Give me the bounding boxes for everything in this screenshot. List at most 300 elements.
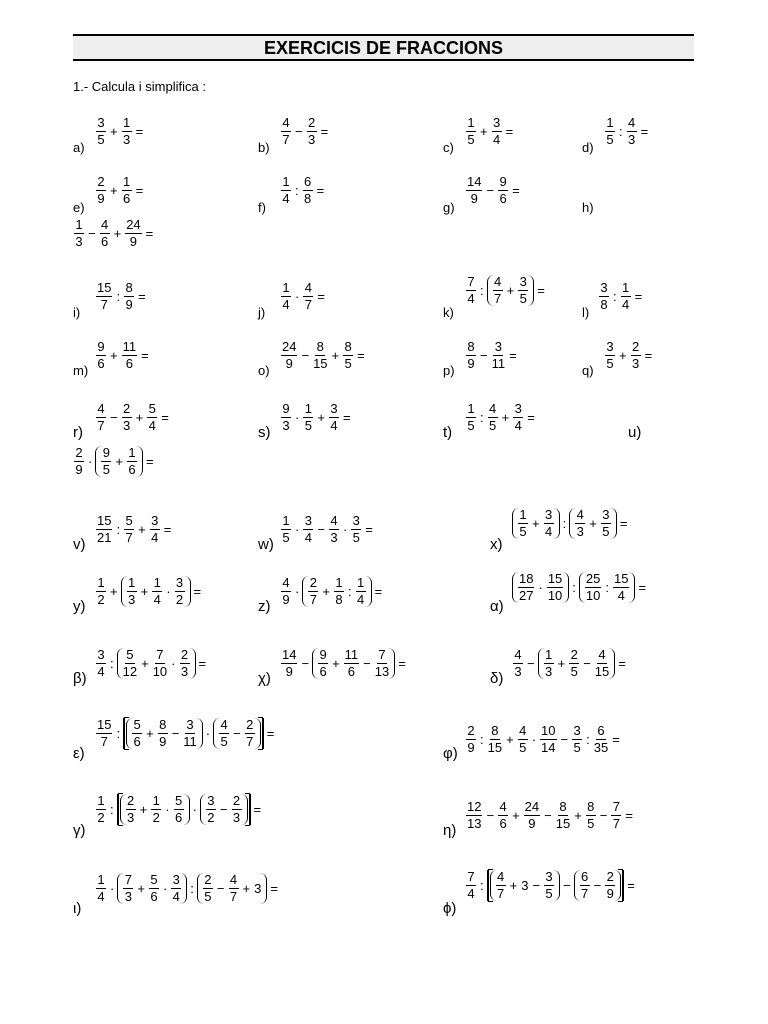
- exercise-label: χ): [258, 670, 271, 687]
- denominator: 8: [304, 191, 312, 206]
- fraction: [600, 508, 612, 539]
- numerator: 3: [606, 339, 614, 354]
- operator: −: [560, 731, 569, 747]
- denominator: 3: [282, 418, 290, 433]
- numerator: 1: [152, 793, 160, 808]
- equals-sign: =: [198, 655, 207, 671]
- fraction: [350, 514, 362, 545]
- exercise-label: q): [582, 363, 594, 378]
- exercise-expression: [512, 572, 647, 603]
- exercise-expression: [95, 648, 207, 679]
- fraction: [244, 718, 256, 749]
- equals-sign: =: [145, 225, 154, 241]
- fraction: [95, 794, 107, 825]
- fraction: [574, 508, 586, 539]
- operator: +: [589, 515, 597, 531]
- numerator: 1: [282, 174, 290, 189]
- numerator: 2: [631, 339, 640, 354]
- fraction: [543, 870, 555, 901]
- fraction: [152, 648, 168, 679]
- operator: −: [593, 877, 602, 893]
- denominator: 8: [335, 592, 343, 607]
- fraction: [604, 340, 616, 371]
- operator: :: [480, 731, 484, 747]
- fraction: [492, 275, 504, 306]
- operator: ·: [295, 583, 300, 599]
- parenthesis-group: [487, 275, 535, 306]
- exercise-expression: [598, 281, 643, 312]
- operator: −: [599, 807, 608, 823]
- exercise-expression: [465, 800, 634, 831]
- denominator: 4: [617, 588, 625, 603]
- operator: −: [563, 877, 571, 893]
- instruction-text: 1.- Calcula i simplifica :: [73, 79, 206, 94]
- numerator: 3: [544, 507, 553, 522]
- denominator: 5: [570, 664, 578, 679]
- operator: :: [190, 880, 194, 896]
- denominator: 4: [467, 886, 475, 901]
- exercise-label: φ): [443, 745, 458, 762]
- fraction: [73, 218, 85, 249]
- fraction: [312, 340, 328, 371]
- numerator: 8: [587, 799, 595, 814]
- fraction: [95, 175, 107, 206]
- parenthesis-group: [302, 576, 371, 607]
- fraction: [302, 514, 314, 545]
- fraction: [280, 576, 292, 607]
- numerator: 1: [97, 575, 105, 590]
- fraction: [465, 724, 477, 755]
- fraction: [512, 402, 524, 433]
- equals-sign: =: [138, 288, 146, 304]
- numerator: 1: [97, 793, 105, 808]
- numerator: 4: [100, 217, 109, 232]
- operator: ·: [88, 453, 93, 469]
- numerator: 2: [246, 717, 254, 732]
- equals-sign: =: [638, 579, 647, 595]
- denominator: 7: [304, 297, 312, 312]
- operator: +: [140, 583, 149, 599]
- numerator: 4: [304, 280, 312, 295]
- denominator: 5: [467, 418, 475, 433]
- operator: :: [572, 579, 576, 595]
- denominator: 6: [174, 810, 183, 825]
- denominator: 5: [519, 524, 527, 539]
- numerator: 7: [467, 274, 475, 289]
- operator: +: [480, 123, 488, 139]
- numerator: 7: [467, 869, 475, 884]
- denominator: 5: [102, 462, 110, 477]
- denominator: 3: [307, 132, 316, 147]
- numerator: 1: [75, 217, 83, 232]
- exercise-expression: [73, 446, 155, 477]
- denominator: 7: [246, 734, 254, 749]
- numerator: 1: [128, 445, 136, 460]
- denominator: 21: [97, 530, 112, 545]
- denominator: 3: [576, 524, 584, 539]
- denominator: 4: [97, 889, 105, 904]
- numerator: 9: [319, 647, 327, 662]
- fraction: [170, 873, 182, 904]
- fraction: [491, 340, 507, 371]
- fraction: [99, 218, 111, 249]
- numerator: 24: [282, 339, 297, 354]
- operator: ·: [166, 583, 171, 599]
- parenthesis-group: [569, 508, 617, 539]
- fraction: [517, 508, 529, 539]
- fraction: [280, 340, 298, 371]
- fraction: [95, 116, 107, 147]
- operator: :: [347, 583, 352, 599]
- exercise-expression: [465, 870, 636, 901]
- operator: +: [506, 731, 514, 747]
- denominator: 7: [309, 592, 317, 607]
- numerator: 4: [220, 717, 228, 732]
- exercise-expression: [95, 873, 279, 904]
- numerator: 8: [344, 339, 352, 354]
- numerator: 1: [97, 872, 105, 887]
- denominator: 2: [97, 592, 105, 607]
- fraction: [342, 340, 354, 371]
- operator: −: [363, 655, 371, 671]
- equals-sign: =: [163, 521, 172, 537]
- numerator: 5: [126, 647, 134, 662]
- exercise-label: r): [73, 424, 83, 441]
- numerator: 10: [541, 723, 556, 738]
- integer: 3: [254, 880, 262, 896]
- denominator: 9: [528, 816, 536, 831]
- numerator: 3: [494, 339, 502, 354]
- operator: +: [557, 655, 566, 671]
- numerator: 1: [467, 401, 475, 416]
- denominator: 15: [313, 356, 328, 371]
- numerator: 8: [467, 339, 475, 354]
- fraction: [374, 648, 390, 679]
- fraction: [280, 175, 292, 206]
- fraction: [123, 514, 135, 545]
- numerator: 3: [514, 401, 522, 416]
- fraction: [173, 794, 185, 825]
- fraction: [122, 873, 134, 904]
- fraction: [151, 576, 163, 607]
- fraction: [148, 873, 160, 904]
- denominator: 3: [232, 810, 241, 825]
- numerator: 15: [97, 717, 112, 732]
- exercise-expression: [280, 340, 366, 371]
- numerator: 7: [612, 799, 620, 814]
- fraction: [333, 576, 345, 607]
- numerator: 2: [204, 872, 212, 887]
- fraction: [610, 800, 622, 831]
- denominator: 4: [282, 191, 290, 206]
- numerator: 3: [97, 115, 105, 130]
- numerator: 4: [519, 723, 527, 738]
- numerator: 11: [122, 339, 137, 354]
- fraction: [280, 281, 292, 312]
- fraction: [497, 175, 509, 206]
- numerator: 1: [122, 115, 131, 130]
- fraction: [593, 724, 609, 755]
- fraction: [495, 870, 507, 901]
- fraction: [517, 572, 535, 603]
- fraction: [95, 402, 107, 433]
- denominator: 13: [467, 816, 482, 831]
- exercise-expression: [465, 175, 521, 206]
- numerator: 2: [232, 793, 241, 808]
- denominator: 7: [229, 889, 238, 904]
- numerator: 4: [598, 647, 606, 662]
- numerator: 6: [304, 174, 312, 189]
- numerator: 3: [207, 793, 215, 808]
- parenthesis-group: [312, 648, 395, 679]
- fraction: [95, 514, 113, 545]
- fraction: [121, 116, 133, 147]
- operator: +: [110, 182, 118, 198]
- exercise-expression: [280, 402, 352, 433]
- denominator: 12: [122, 664, 138, 679]
- exercise-label: ε): [73, 745, 85, 762]
- fraction: [626, 116, 638, 147]
- operator: ·: [295, 521, 300, 537]
- denominator: 6: [319, 664, 327, 679]
- fraction: [571, 724, 583, 755]
- exercise-expression: [280, 175, 325, 206]
- exercise-expression: [280, 576, 383, 607]
- equals-sign: =: [374, 583, 383, 599]
- equals-sign: =: [253, 801, 262, 817]
- operator: +: [137, 880, 145, 896]
- denominator: 6: [499, 816, 507, 831]
- equals-sign: =: [634, 288, 643, 304]
- fraction: [604, 116, 616, 147]
- operator: +: [574, 807, 582, 823]
- numerator: 14: [282, 647, 297, 662]
- exercise-expression: [95, 794, 262, 825]
- fraction: [182, 718, 198, 749]
- operator: −: [317, 521, 325, 537]
- page-title: EXERCICIS DE FRACCIONS: [73, 34, 694, 61]
- exercise-expression: [95, 576, 202, 607]
- numerator: 1: [356, 575, 365, 590]
- operator: −: [295, 123, 303, 139]
- fraction: [512, 648, 524, 679]
- denominator: 5: [467, 132, 475, 147]
- exercise-label: u): [628, 424, 642, 441]
- equals-sign: =: [512, 182, 520, 198]
- fraction: [95, 281, 113, 312]
- numerator: 1: [153, 575, 161, 590]
- fraction: [328, 402, 340, 433]
- denominator: 5: [602, 524, 610, 539]
- equals-sign: =: [527, 409, 535, 425]
- equals-sign: =: [365, 521, 373, 537]
- parenthesis-group: [126, 718, 203, 749]
- exercise-label: o): [258, 363, 270, 378]
- denominator: 5: [606, 356, 614, 371]
- numerator: 4: [282, 115, 290, 130]
- equals-sign: =: [509, 347, 517, 363]
- numerator: 1: [622, 280, 630, 295]
- numerator: 2: [180, 647, 189, 662]
- operator: −: [544, 807, 552, 823]
- operator: −: [486, 182, 495, 198]
- exercise-expression: [280, 281, 326, 312]
- operator: :: [295, 182, 299, 198]
- fraction: [95, 648, 107, 679]
- numerator: 8: [316, 339, 324, 354]
- fraction: [146, 402, 158, 433]
- denominator: 3: [631, 356, 640, 371]
- exercise-expression: [465, 340, 518, 371]
- denominator: 5: [282, 530, 290, 545]
- exercise-label: p): [443, 363, 455, 378]
- denominator: 3: [75, 234, 83, 249]
- fraction: [539, 724, 557, 755]
- denominator: 3: [122, 132, 131, 147]
- exercise-label: y): [73, 598, 86, 615]
- fraction: [543, 508, 555, 539]
- exercise-label: a): [73, 140, 85, 155]
- exercise-label: g): [443, 200, 455, 215]
- exercise-expression: [95, 175, 144, 206]
- numerator: 7: [124, 872, 132, 887]
- numerator: 4: [97, 401, 105, 416]
- denominator: 4: [514, 418, 522, 433]
- fraction: [465, 800, 483, 831]
- denominator: 5: [352, 530, 360, 545]
- fraction: [594, 648, 610, 679]
- fraction: [307, 576, 319, 607]
- denominator: 4: [544, 524, 553, 539]
- operator: ·: [295, 288, 300, 304]
- exercise-label: ι): [73, 900, 82, 917]
- denominator: 9: [75, 462, 83, 477]
- fraction: [121, 340, 139, 371]
- denominator: 6: [499, 191, 507, 206]
- equals-sign: =: [640, 123, 649, 139]
- numerator: 1: [544, 647, 553, 662]
- fraction: [465, 870, 477, 901]
- equals-sign: =: [644, 347, 653, 363]
- numerator: 12: [467, 799, 482, 814]
- denominator: 4: [148, 418, 156, 433]
- denominator: 3: [127, 810, 135, 825]
- fraction: [487, 402, 499, 433]
- denominator: 9: [467, 356, 475, 371]
- fraction: [302, 402, 314, 433]
- fraction: [465, 340, 477, 371]
- denominator: 4: [304, 530, 312, 545]
- numerator: 2: [467, 723, 475, 738]
- numerator: 1: [127, 575, 136, 590]
- numerator: 9: [97, 339, 105, 354]
- denominator: 9: [125, 297, 133, 312]
- fraction: [95, 576, 107, 607]
- operator: −: [216, 880, 225, 896]
- operator: +: [506, 282, 515, 298]
- numerator: 3: [573, 723, 581, 738]
- operator: +: [110, 123, 118, 139]
- numerator: 1: [335, 575, 343, 590]
- denominator: 9: [467, 740, 475, 755]
- fraction: [306, 116, 318, 147]
- exercise-label: w): [258, 536, 274, 553]
- denominator: 9: [285, 356, 293, 371]
- fraction: [95, 873, 107, 904]
- operator: ·: [165, 801, 170, 817]
- denominator: 4: [153, 592, 161, 607]
- denominator: 4: [330, 418, 338, 433]
- denominator: 7: [497, 886, 505, 901]
- numerator: 4: [497, 869, 505, 884]
- operator: +: [115, 453, 123, 469]
- numerator: 8: [159, 717, 167, 732]
- equals-sign: =: [357, 347, 365, 363]
- parenthesis-group: [120, 794, 190, 825]
- exercise-label: j): [258, 305, 266, 320]
- denominator: 5: [587, 816, 595, 831]
- numerator: 3: [186, 717, 194, 732]
- equals-sign: =: [135, 123, 144, 139]
- numerator: 3: [304, 513, 312, 528]
- numerator: 1: [467, 115, 475, 130]
- denominator: 5: [344, 356, 352, 371]
- numerator: 6: [597, 723, 605, 738]
- numerator: 8: [491, 723, 499, 738]
- numerator: 1: [606, 115, 614, 130]
- operator: +: [331, 347, 340, 363]
- exercise-expression: [465, 275, 546, 306]
- denominator: 13: [374, 664, 390, 679]
- numerator: 7: [156, 647, 164, 662]
- denominator: 9: [129, 234, 138, 249]
- equals-sign: =: [619, 515, 628, 531]
- fraction: [604, 870, 616, 901]
- parenthesis-group: [574, 870, 622, 901]
- parenthesis-group: [117, 648, 196, 679]
- denominator: 9: [470, 191, 478, 206]
- operator: ·: [171, 655, 176, 671]
- fraction: [150, 794, 162, 825]
- operator: +: [619, 347, 627, 363]
- operator: :: [116, 288, 121, 304]
- exercise-expression: [95, 340, 150, 371]
- fraction: [124, 218, 142, 249]
- denominator: 10: [585, 588, 601, 603]
- operator: −: [532, 877, 541, 893]
- denominator: 2: [207, 810, 215, 825]
- equals-sign: =: [320, 123, 329, 139]
- exercise-label: c): [443, 140, 454, 155]
- numerator: 2: [570, 647, 578, 662]
- denominator: 5: [220, 734, 228, 749]
- operator: +: [332, 655, 340, 671]
- fraction: [612, 572, 630, 603]
- operator: :: [480, 409, 484, 425]
- fraction: [280, 402, 292, 433]
- operator: +: [501, 409, 510, 425]
- operator: −: [110, 409, 118, 425]
- numerator: 8: [559, 799, 567, 814]
- fraction: [517, 275, 529, 306]
- operator: −: [301, 347, 310, 363]
- operator: +: [110, 583, 118, 599]
- equals-sign: =: [135, 182, 144, 198]
- operator: +: [512, 807, 520, 823]
- numerator: 1: [519, 507, 527, 522]
- fraction: [149, 514, 161, 545]
- denominator: 3: [330, 530, 338, 545]
